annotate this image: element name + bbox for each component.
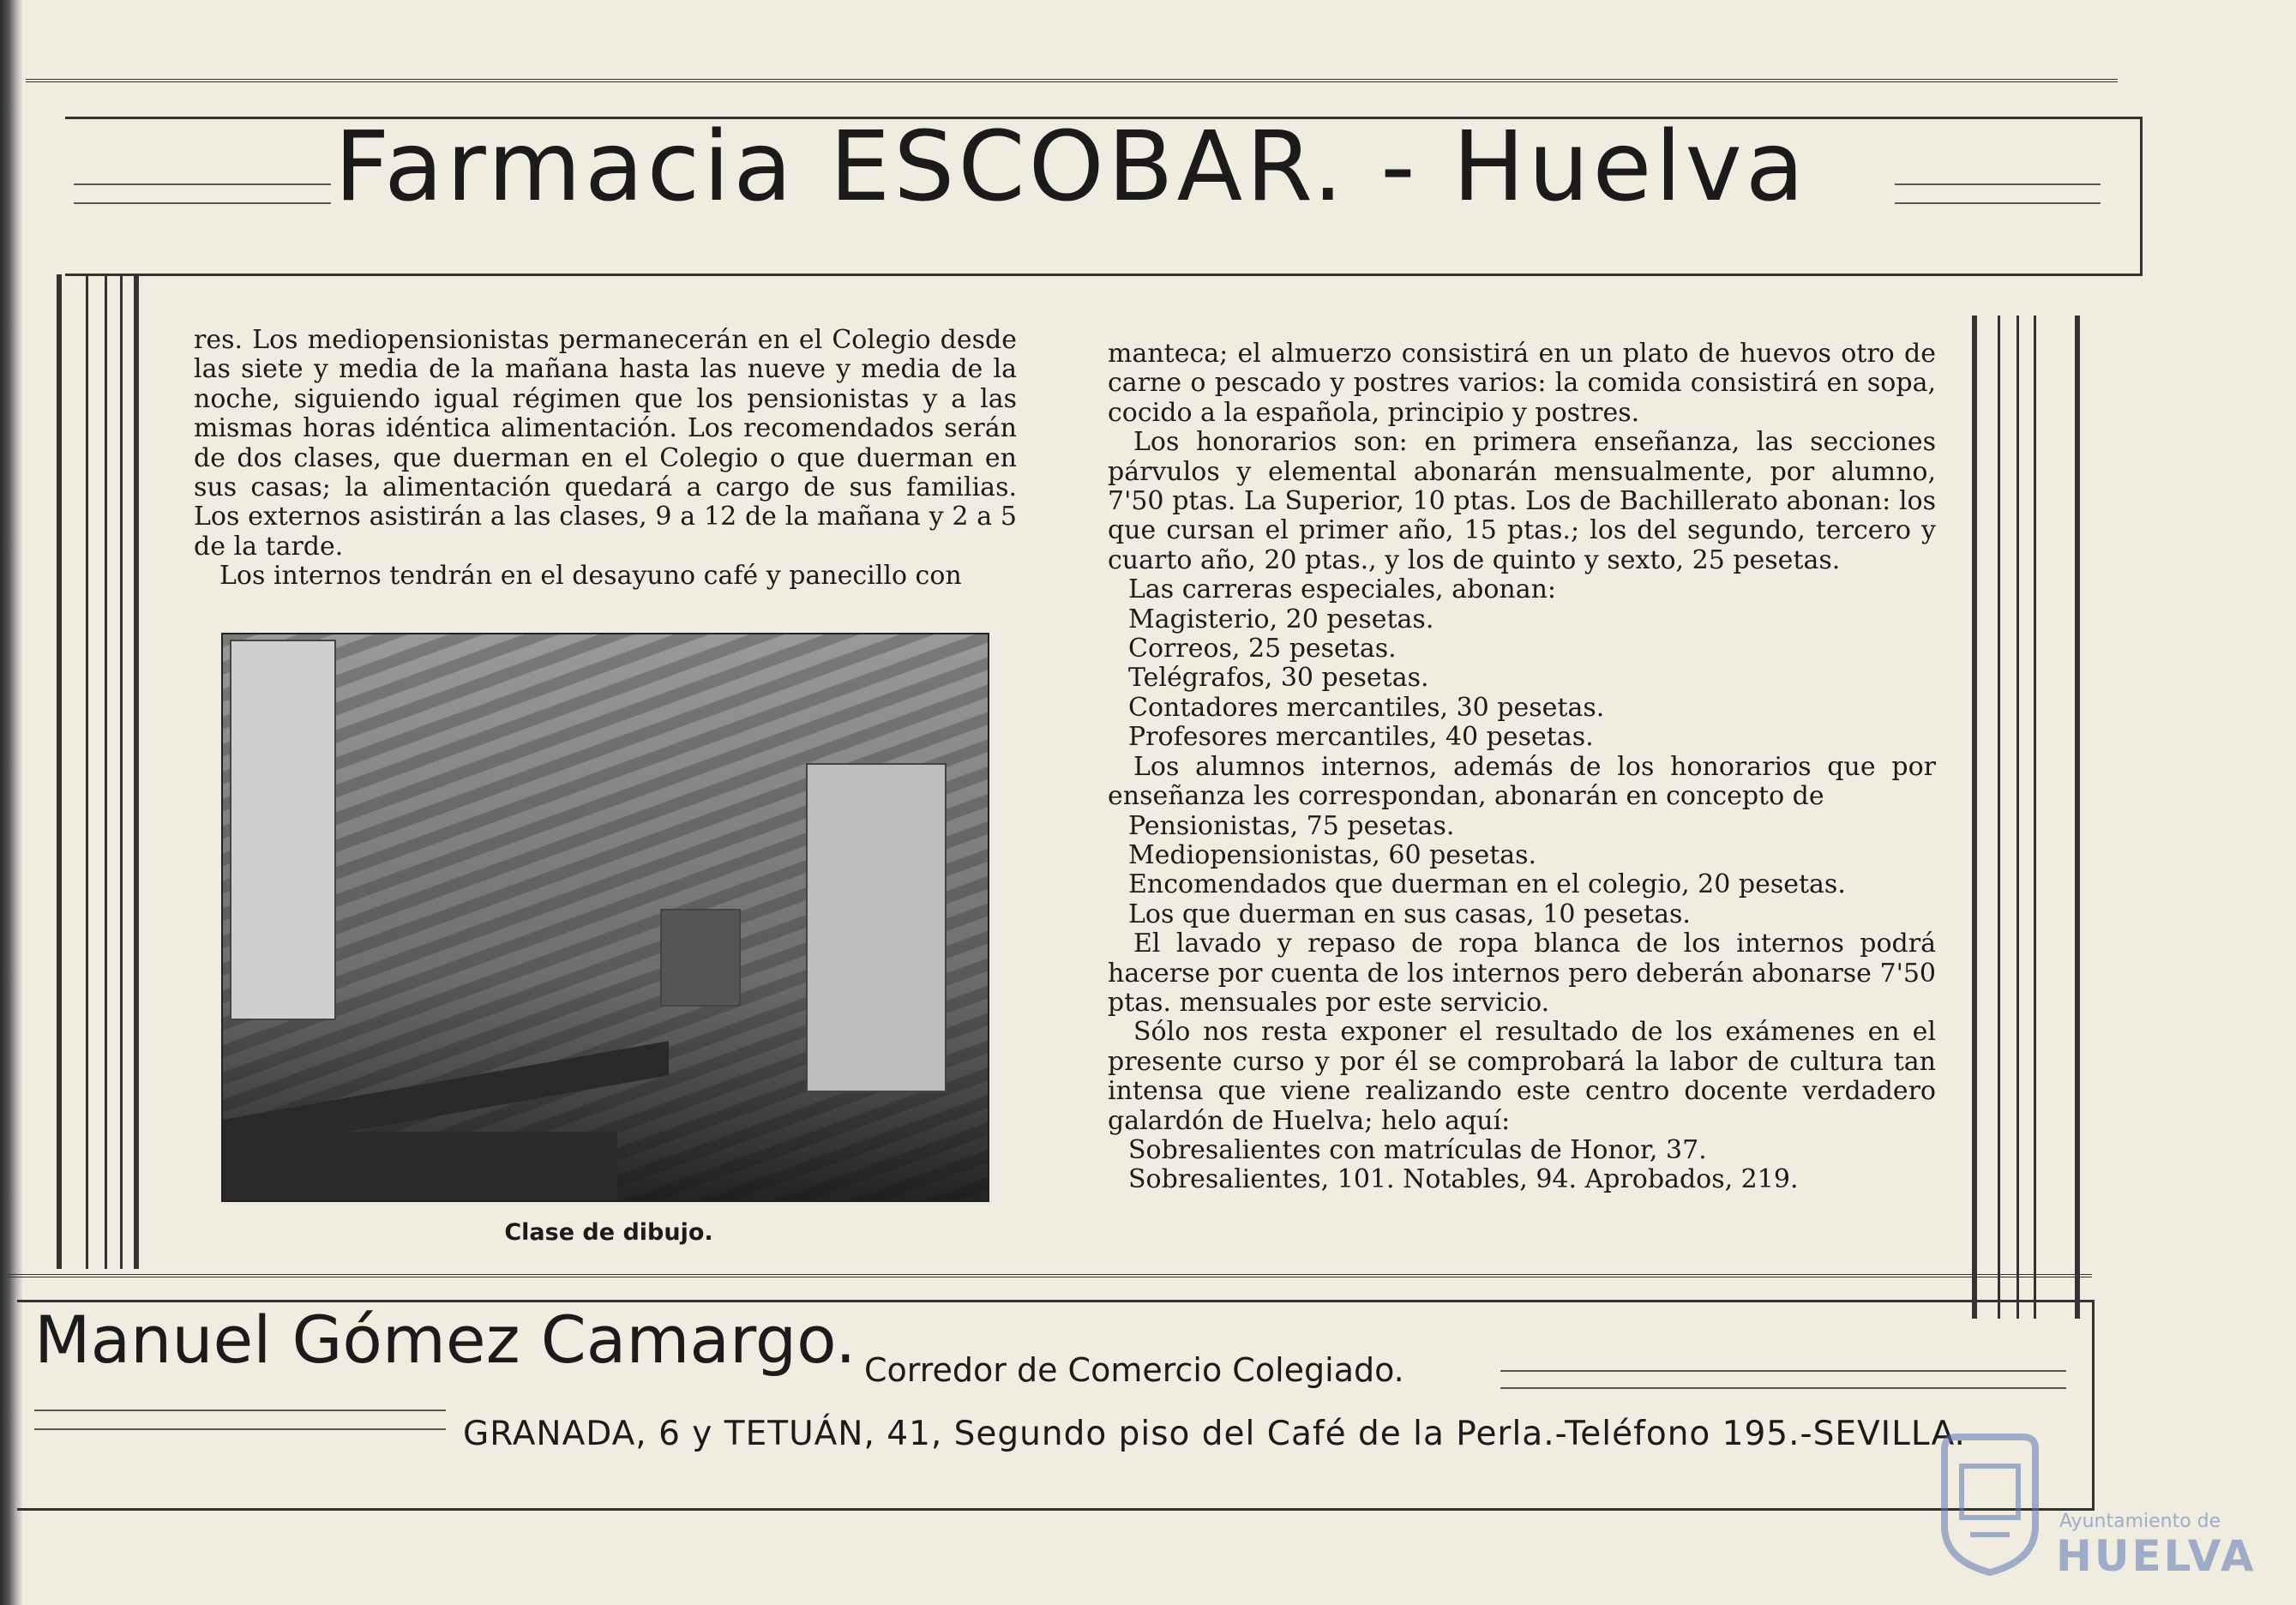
fee-line: Las carreras especiales, abonan: — [1128, 574, 1557, 605]
photo-window — [230, 640, 336, 1020]
watermark-line1: Ayuntamiento de — [2059, 1511, 2221, 1532]
results-line: Sobresalientes con matrículas de Honor, 37. — [1128, 1134, 1707, 1165]
right-border-rule — [2017, 316, 2019, 1319]
left-border-rule — [120, 274, 123, 1269]
article-paragraph: Los honorarios son: en primera enseñanza, las secciones párvulos y elemental abonarán mensualmente, por alumno, 7'50 ptas. La Superior, 10 ptas. Los de Bachillerato abonan: los que cursan el primer año, 15 ptas.; los del segundo, tercero y cuarto año, 20 ptas., y los de quinto y sexto, 25 pesetas. — [1108, 427, 1936, 575]
fee-line: Los que duerman en sus casas, 10 pesetas. — [1128, 899, 1691, 929]
article-paragraph: Los internos tendrán en el desayuno café y panecillo con — [219, 561, 962, 592]
photo-bench — [223, 1132, 617, 1200]
footer-ad-rule — [34, 1428, 446, 1430]
right-border-rule — [1972, 316, 1977, 1319]
left-border-rule — [105, 274, 107, 1269]
photo-blackboard — [660, 909, 741, 1007]
fee-line: Telégrafos, 30 pesetas. — [1128, 663, 1429, 694]
fee-line: Correos, 25 pesetas. — [1128, 634, 1397, 664]
right-border-rule — [2034, 316, 2036, 1319]
fee-line: Magisterio, 20 pesetas. — [1128, 604, 1434, 634]
footer-ad-role: Corredor de Comercio Colegiado. — [864, 1351, 1404, 1389]
header-ad-rule — [1895, 202, 2101, 204]
fee-line: Encomendados que duerman en el colegio, 20 pesetas. — [1128, 869, 1846, 900]
article-left-column — [194, 326, 1017, 592]
article-paragraph: manteca; el almuerzo consistirá en un plato de huevos otro de carne o pescado y postres varios: la comida consistirá en sopa, cocido a la española, principio y postres. — [1108, 339, 1936, 428]
fee-line: Contadores mercantiles, 30 pesetas. — [1128, 692, 1605, 723]
footer-ad-top-rule — [9, 1274, 2092, 1277]
watermark-line2: HUELVA — [2056, 1531, 2257, 1581]
footer-ad-rule — [34, 1410, 446, 1411]
header-ad-rule — [74, 202, 331, 204]
header-ad-rule — [74, 183, 331, 185]
right-border-rule — [2075, 316, 2080, 1319]
fee-line: Profesores mercantiles, 40 pesetas. — [1128, 722, 1594, 753]
footer-ad-name: Manuel Gómez Camargo. — [34, 1301, 856, 1378]
watermark — [1939, 1432, 2257, 1581]
classroom-photo — [221, 633, 989, 1202]
article-paragraph: Sólo nos resta exponer el resultado de los exámenes en el presente curso y por él se comprobará la labor de cultura tan intensa que viene realizando este centro docente verdadero galardón de Huelva; helo aquí: — [1108, 1017, 1936, 1136]
left-border-rule — [134, 274, 139, 1269]
header-ad-rule — [1895, 183, 2101, 185]
article-paragraph: res. Los mediopensionistas permanecerán en el Colegio desde las siete y media de la mañana hasta las nueve y media de la noche, siguiendo igual régimen que los pensionistas y a las mismas horas idéntica alimentación. Los recomendados serán de dos clases, que duerman en el Colegio o que duerman en sus casas; la alimentación quedará a cargo de sus familias. Los externos asistirán a las clases, 9 a 12 de la mañana y 2 a 5 de la tarde. — [194, 325, 1017, 562]
header-ad-title: Farmacia ESCOBAR. - Huelva — [334, 111, 1808, 223]
left-border-rule — [86, 274, 88, 1269]
city-shield-icon — [1939, 1432, 2041, 1576]
footer-ad-rule — [1500, 1387, 2066, 1389]
results-line: Sobresalientes, 101. Notables, 94. Aprobados, 219. — [1128, 1164, 1799, 1195]
article-paragraph: El lavado y repaso de ropa blanca de los internos podrá hacerse por cuenta de los internos pero deberán abonarse 7'50 ptas. mensuales por este servicio. — [1108, 929, 1936, 1018]
footer-ad-address: GRANADA, 6 y TETUÁN, 41, Segundo piso del Café de la Perla.-Teléfono 195.-SEVILLA. — [463, 1415, 1966, 1453]
left-border-rule — [57, 274, 62, 1269]
article-right-column — [1108, 340, 1936, 1195]
fee-line: Pensionistas, 75 pesetas. — [1128, 810, 1455, 841]
fee-line: Mediopensionistas, 60 pesetas. — [1128, 839, 1537, 870]
photo-window — [806, 763, 947, 1092]
photo-caption: Clase de dibujo. — [504, 1219, 713, 1246]
right-border-rule — [1998, 316, 2000, 1319]
article-paragraph: Los alumnos internos, además de los honorarios que por enseñanza les correspondan, abonarán en concepto de — [1108, 751, 1936, 812]
footer-ad-rule — [1500, 1370, 2066, 1372]
